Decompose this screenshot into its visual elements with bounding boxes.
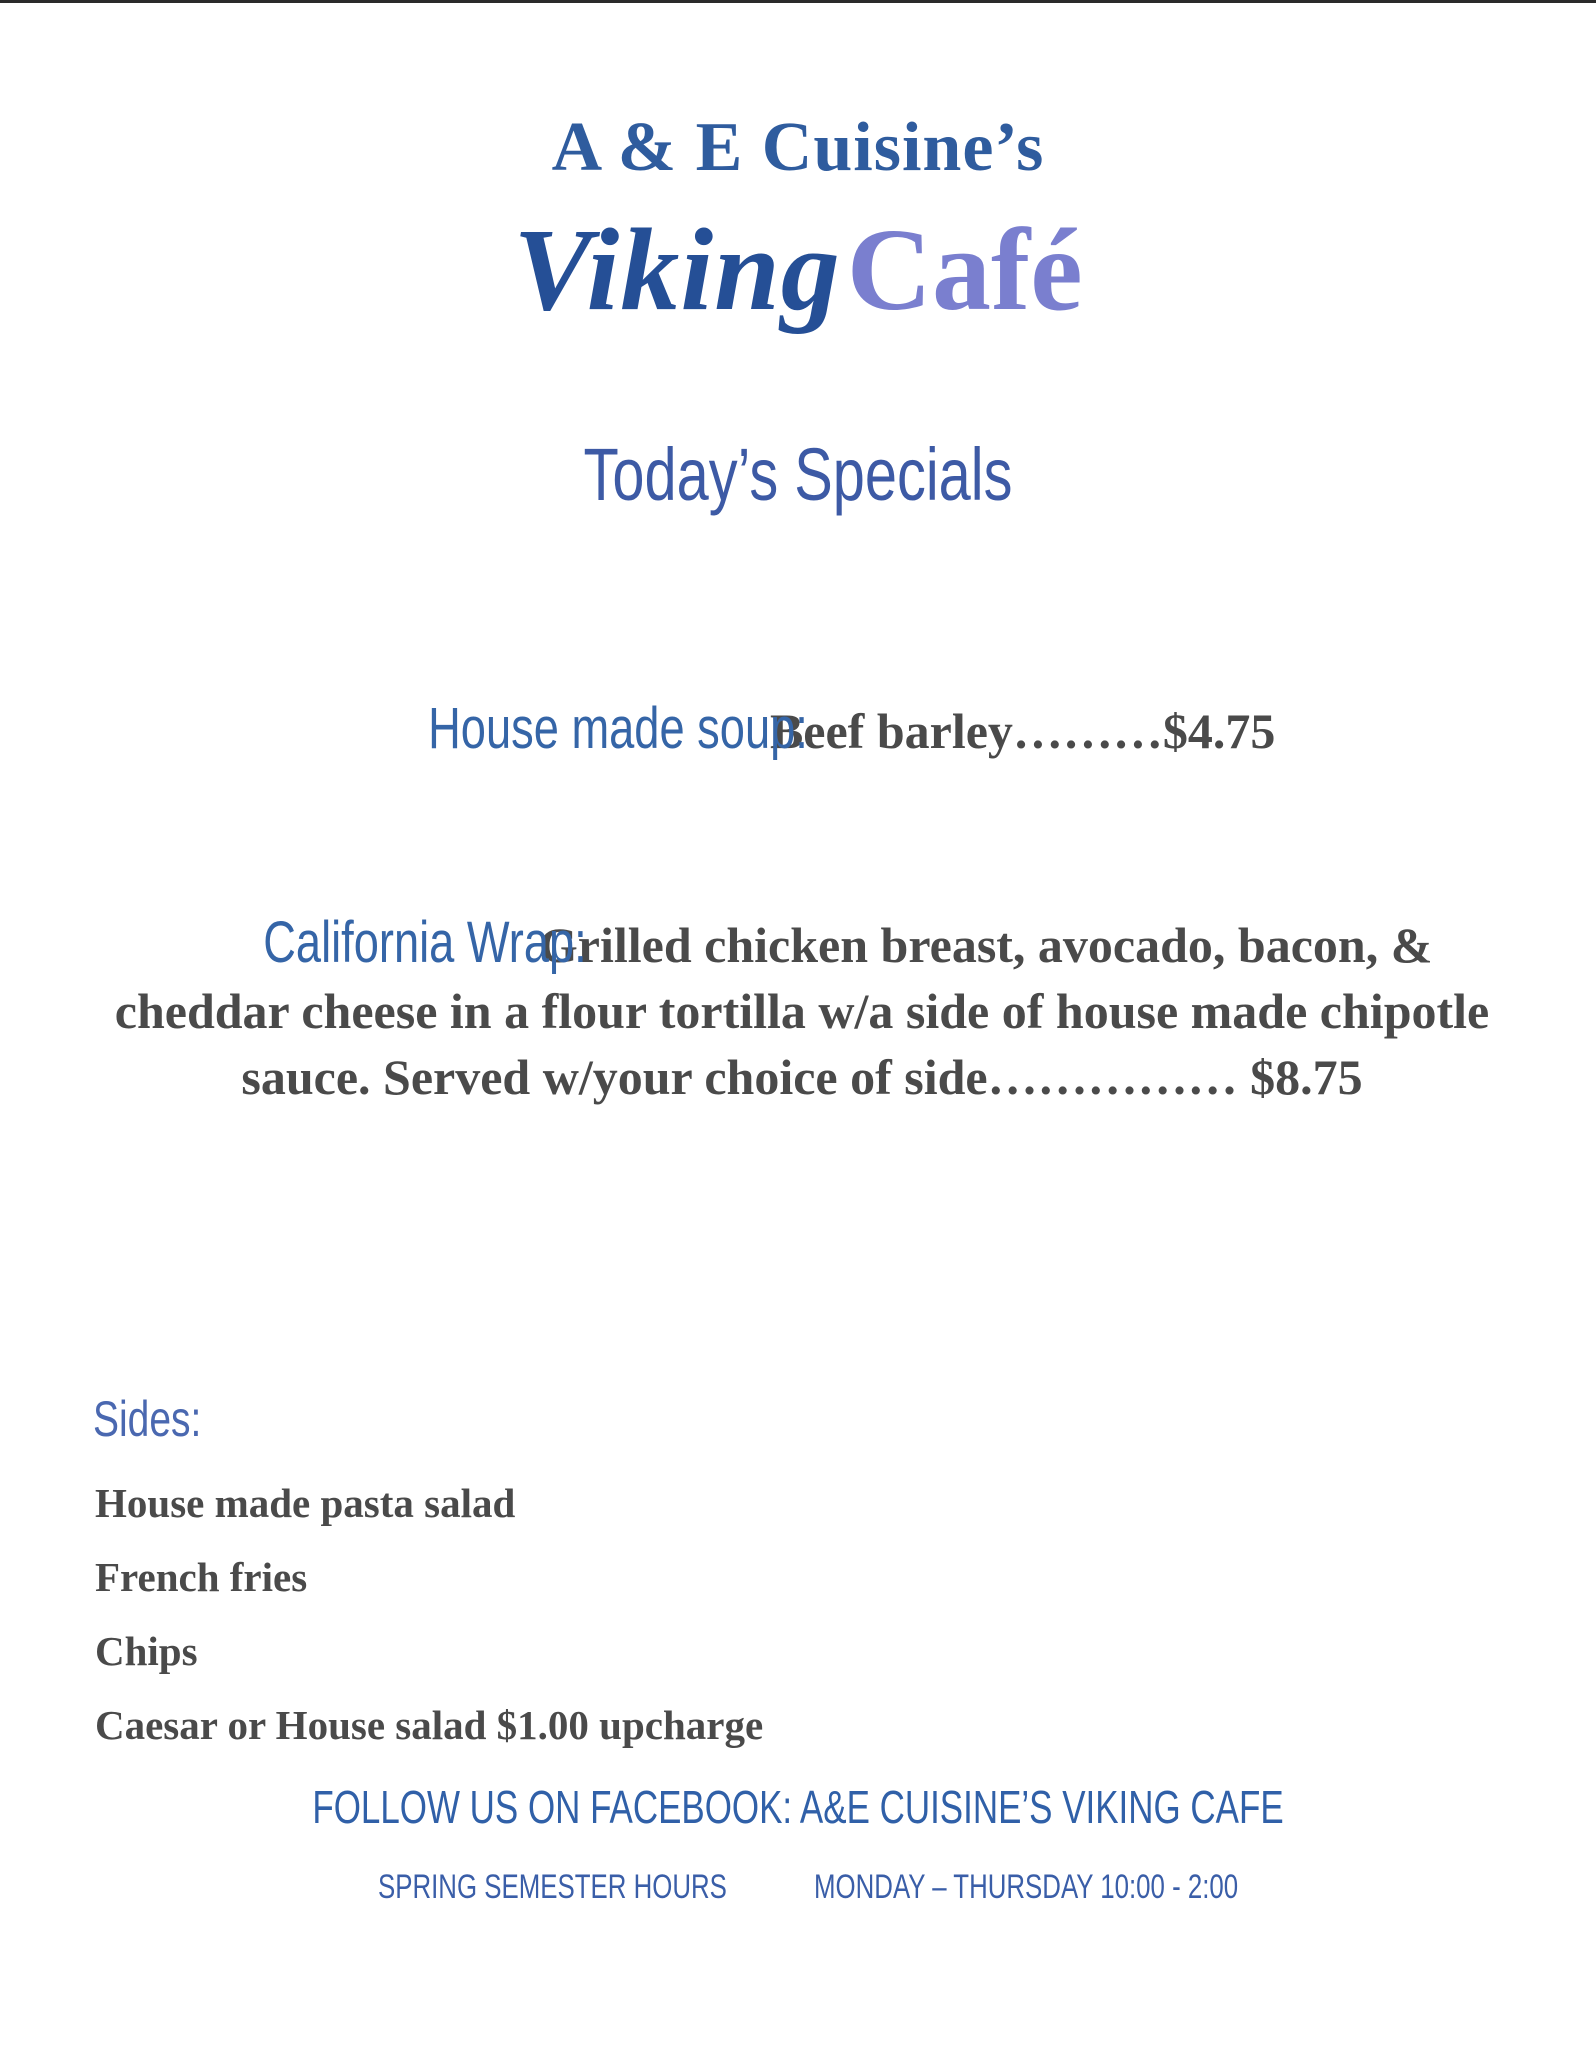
side-item: House made pasta salad (95, 1480, 516, 1526)
soup-label: House made soup: (427, 696, 808, 761)
side-item: French fries (95, 1554, 308, 1600)
facebook-notice: FOLLOW US ON FACEBOOK: A&E CUISINE’S VIKING CAFE (312, 1781, 1284, 1833)
side-item: Caesar or House salad $1.00 upcharge (95, 1702, 764, 1748)
brand-cafe-word: Café (846, 204, 1083, 335)
soup-special (0, 695, 1596, 762)
hours-label: SPRING SEMESTER HOURS (378, 1868, 727, 1906)
wrap-special (112, 910, 1492, 1110)
brand-viking-word: Viking (513, 204, 841, 335)
sides-list (95, 1478, 763, 1774)
sides-title: Sides: (93, 1391, 202, 1447)
page-top-border (0, 0, 1596, 3)
side-item: Chips (95, 1628, 198, 1674)
soup-description: Beef barley………$4.75 (757, 703, 1276, 759)
brand-logo (0, 200, 1596, 340)
wrap-description: Grilled chicken breast, avocado, bacon, & cheddar cheese in a flour tortilla w/a side of house made chipotle sauce. Served w/your choice of side…………… $8.75 (114, 917, 1490, 1105)
specials-title: Today’s Specials (583, 433, 1013, 516)
wrap-label: California Wrap: (262, 910, 587, 975)
hours-value: MONDAY – THURSDAY 10:00 - 2:00 (814, 1868, 1239, 1906)
brand-owner-name: A & E Cuisine’s (551, 109, 1045, 186)
